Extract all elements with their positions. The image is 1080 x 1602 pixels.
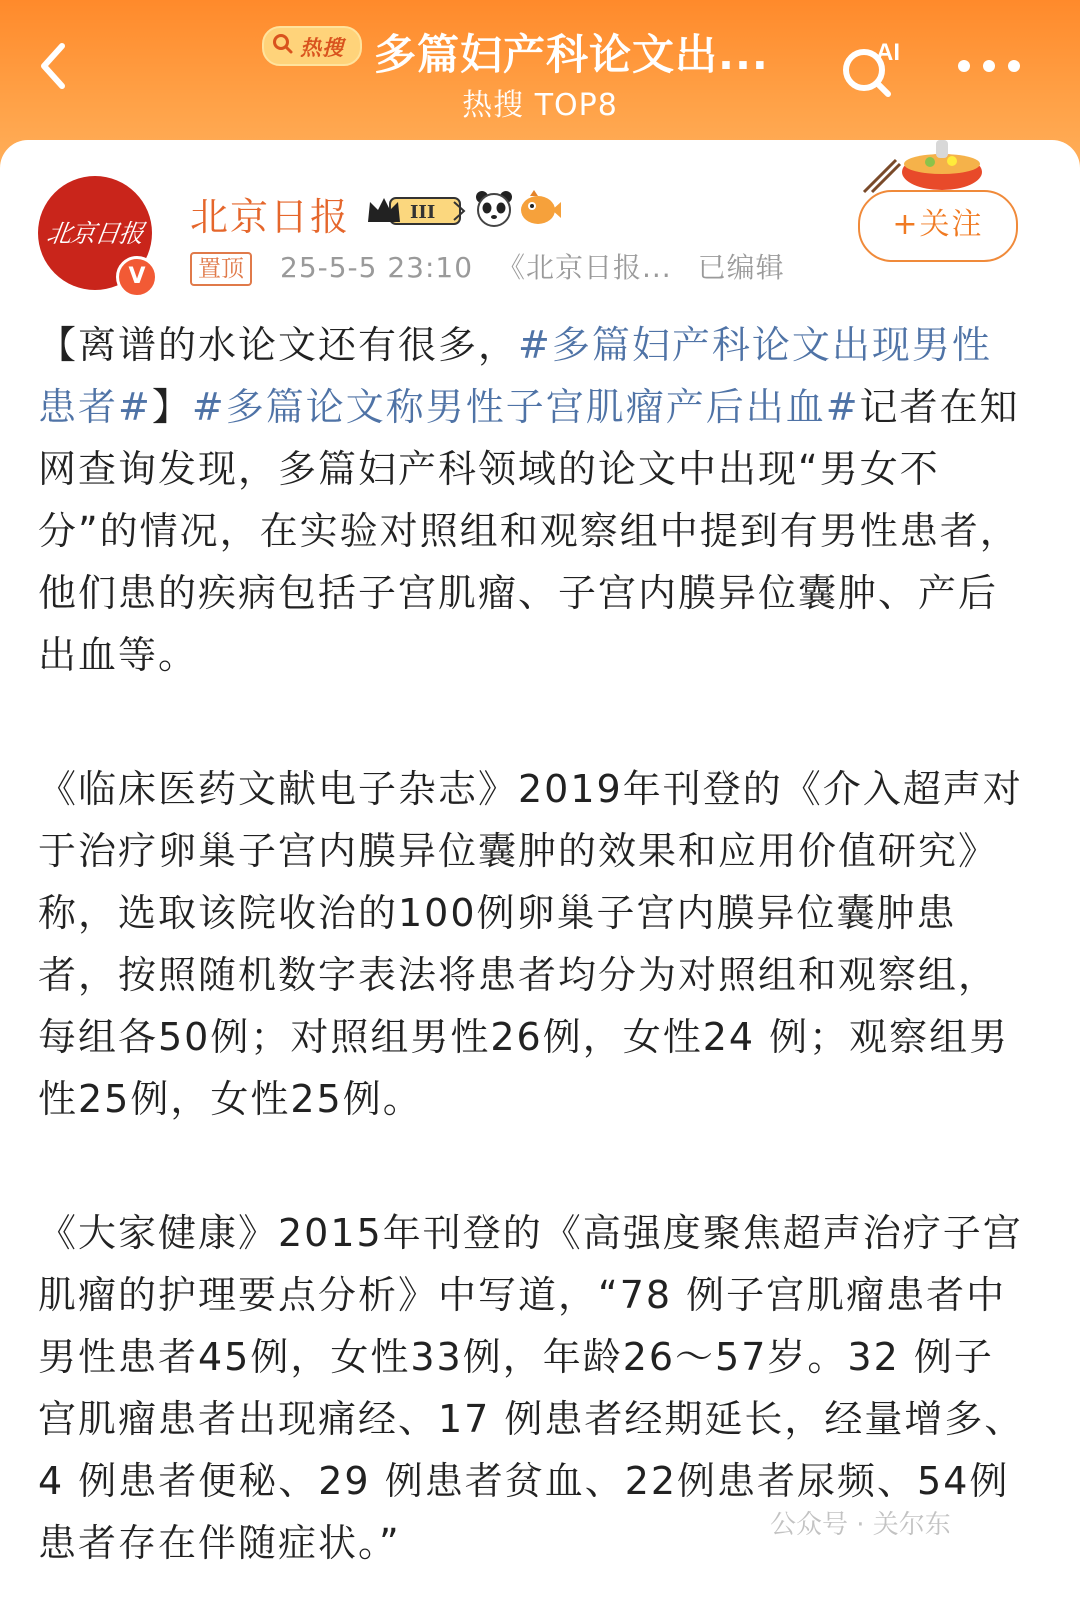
hot-search-badge	[262, 26, 362, 66]
lead-text: 【离谱的水论文还有很多，	[38, 323, 519, 367]
paragraph-3: 《大家健康》2015年刊登的《高强度聚焦超声治疗子宫肌瘤的护理要点分析》中写道，“78 例子宫肌瘤患者中男性患者45例，女性33例，年龄26～57岁。32 例子宫肌瘤患者出现痛经、17 例患者经期延长，经量增多、4 例患者便秘、29 例患者贫血、22例患者尿频、54例患者存在伴随症状。”	[38, 1211, 1025, 1565]
author-name[interactable]: 北京日报	[190, 195, 351, 239]
hotpot-icon	[860, 136, 990, 194]
ai-search-icon[interactable]	[840, 36, 910, 98]
hot-badge-label: 热搜	[300, 36, 344, 60]
post-source: 《北京日报...	[496, 251, 672, 284]
level-badge-label: III	[410, 202, 436, 223]
fish-icon	[518, 188, 562, 228]
watermark: 公众号 · 关尔东	[770, 1510, 951, 1540]
post-meta	[280, 246, 785, 286]
page-title: 多篇妇产科论文出...	[374, 30, 769, 79]
topic-link-1[interactable]: #多篇妇产科论文出现男性患者#	[38, 323, 992, 429]
follow-button[interactable]: +关注	[858, 190, 1018, 262]
bracket-close: 】	[151, 385, 192, 429]
post-time: 25-5-5 23:10	[280, 251, 474, 284]
ai-label: AI	[876, 39, 900, 66]
crown-icon	[364, 192, 468, 230]
panda-icon	[474, 188, 514, 228]
avatar-logo-text: 北京日报	[44, 219, 145, 248]
paragraph-1-body: 记者在知网查询发现，多篇妇产科领域的论文中出现“男女不分”的情况，在实验对照组和观察组中提到有男性患者，他们患的疾病包括子宫肌瘤、子宫内膜异位囊肿、产后出血等。	[38, 385, 1020, 677]
search-icon	[272, 33, 294, 55]
paragraph-2: 《临床医药文献电子杂志》2019年刊登的《介入超声对于治疗卵巢子宫内膜异位囊肿的效果和应用价值研究》称，选取该院收治的100例卵巢子宫内膜异位囊肿患者，按照随机数字表法将患者均分为对照组和观察组，每组各50例；对照组男性26例，女性24 例；观察组男性25例，女性25例。	[38, 767, 1023, 1121]
topic-link-2[interactable]: #多篇论文称男性子宫肌瘤产后出血#	[191, 385, 860, 429]
pinned-tag: 置顶	[190, 252, 252, 286]
more-dots-icon[interactable]	[954, 54, 1024, 78]
paragraph-1	[38, 314, 1028, 686]
hot-rank-subtitle: 热搜 TOP8	[462, 88, 618, 123]
verified-badge: V	[116, 256, 158, 298]
edited-label: 已编辑	[697, 251, 785, 284]
post-body	[38, 314, 1028, 1574]
